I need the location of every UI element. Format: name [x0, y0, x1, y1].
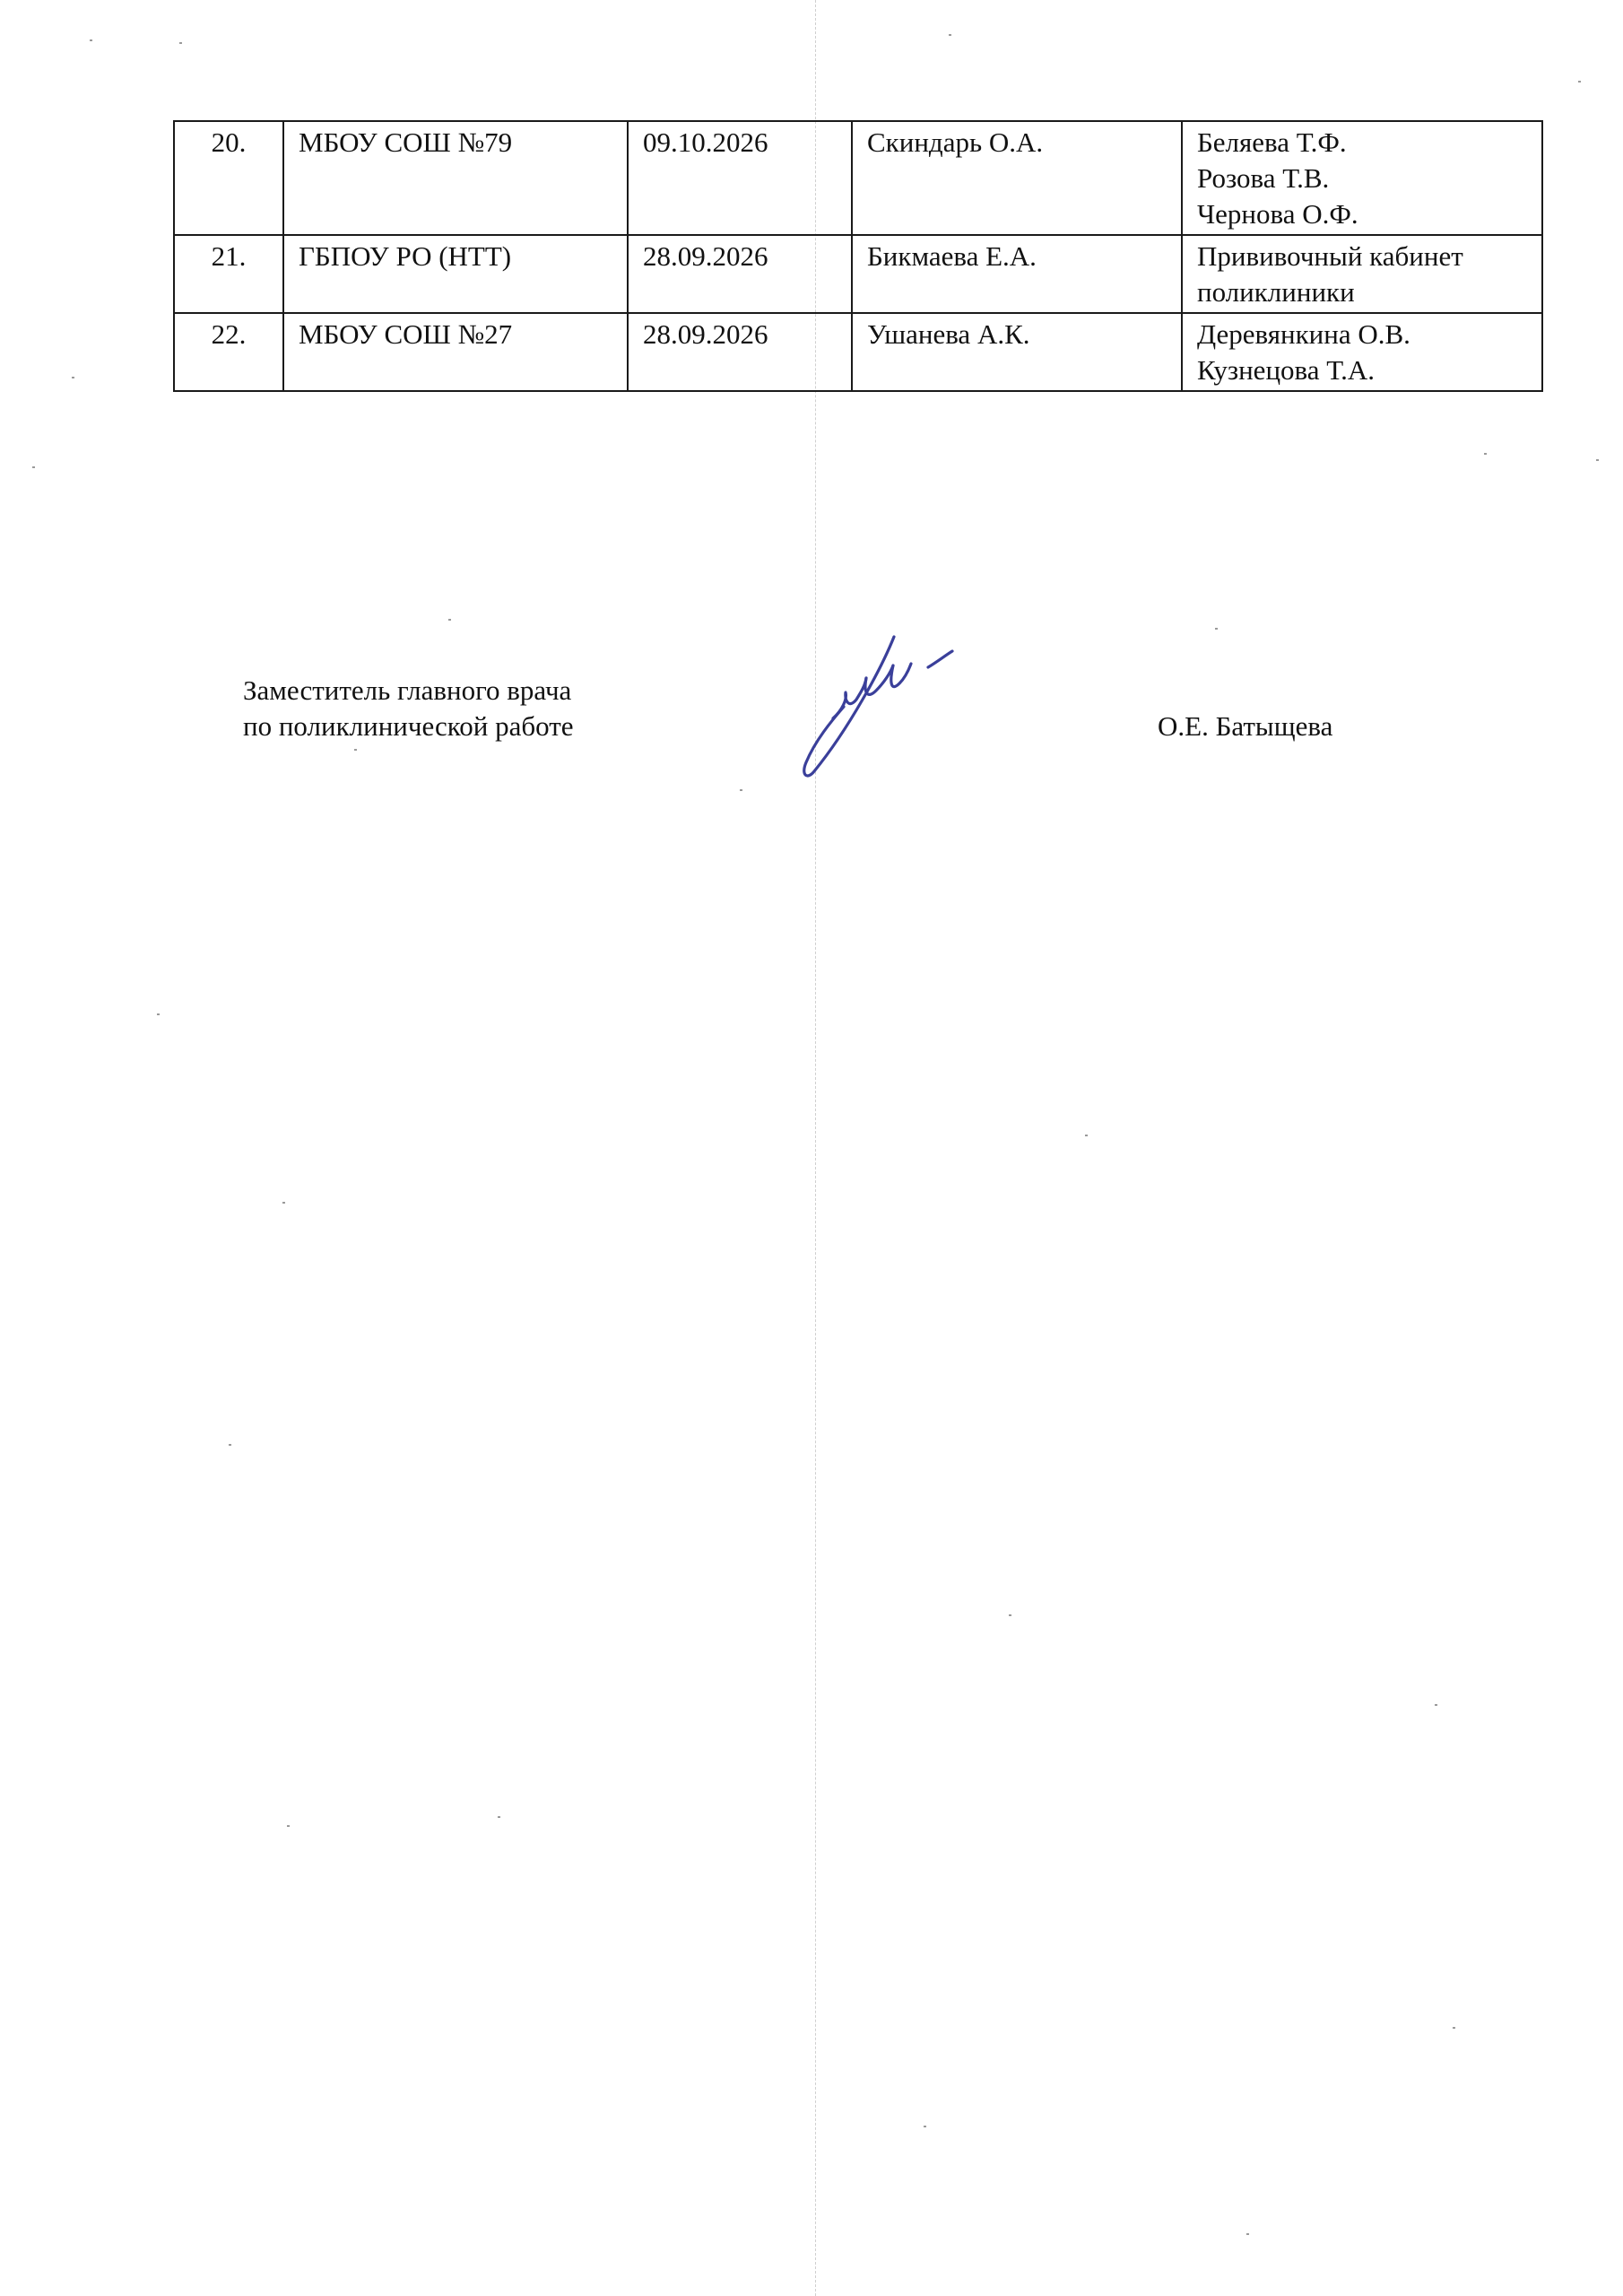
scan-speck: [1484, 453, 1487, 455]
signatory-position: [243, 673, 574, 744]
responsible-cell: Скиндарь О.А.: [852, 121, 1182, 235]
performer-name: Прививочный кабинет: [1197, 240, 1463, 272]
scan-speck: [1453, 2027, 1455, 2029]
scan-speck: [32, 466, 35, 468]
scan-speck: [949, 34, 951, 36]
signer-name: О.Е. Батыщева: [1158, 710, 1333, 742]
performer-name: поликлиники: [1197, 276, 1355, 308]
position-line: по поликлинической работе: [243, 710, 574, 742]
performer-name: Кузнецова Т.А.: [1197, 354, 1375, 386]
scan-speck: [1085, 1135, 1088, 1136]
scan-speck: [1009, 1614, 1011, 1616]
responsible-cell: Бикмаева Е.А.: [852, 235, 1182, 313]
table-row: [174, 313, 1542, 391]
scan-speck: [90, 39, 92, 41]
institution-cell: ГБПОУ РО (НТТ): [283, 235, 628, 313]
scan-speck: [498, 1816, 500, 1818]
scan-speck: [72, 377, 74, 378]
date-cell: 09.10.2026: [628, 121, 852, 235]
performers-cell: [1182, 313, 1542, 391]
position-line: Заместитель главного врача: [243, 674, 572, 706]
performers-cell: [1182, 235, 1542, 313]
scan-speck: [157, 1013, 160, 1015]
schedule-table: [173, 120, 1543, 392]
scan-speck: [229, 1444, 231, 1446]
scan-speck: [1215, 628, 1218, 630]
scan-speck: [287, 1825, 290, 1827]
row-number: 21.: [174, 235, 283, 313]
handwritten-signature: [794, 628, 973, 780]
scan-speck: [1435, 1704, 1437, 1706]
date-cell: 28.09.2026: [628, 235, 852, 313]
scan-speck: [448, 619, 451, 621]
performer-name: Чернова О.Ф.: [1197, 198, 1358, 230]
scan-speck: [924, 2126, 926, 2127]
row-number: 22.: [174, 313, 283, 391]
scan-speck: [740, 789, 742, 791]
date-cell: 28.09.2026: [628, 313, 852, 391]
institution-cell: МБОУ СОШ №79: [283, 121, 628, 235]
table-row: [174, 121, 1542, 235]
row-number: 20.: [174, 121, 283, 235]
scan-speck: [179, 42, 182, 44]
institution-cell: МБОУ СОШ №27: [283, 313, 628, 391]
table-row: [174, 235, 1542, 313]
scan-speck: [282, 1202, 285, 1204]
scan-speck: [354, 749, 357, 751]
performer-name: Деревянкина О.В.: [1197, 318, 1410, 350]
performer-name: Беляева Т.Ф.: [1197, 126, 1347, 158]
scan-speck: [1246, 2233, 1249, 2235]
scan-speck: [1596, 459, 1599, 461]
performers-cell: [1182, 121, 1542, 235]
performer-name: Розова Т.В.: [1197, 162, 1330, 194]
scan-speck: [1578, 81, 1581, 83]
responsible-cell: Ушанева А.К.: [852, 313, 1182, 391]
